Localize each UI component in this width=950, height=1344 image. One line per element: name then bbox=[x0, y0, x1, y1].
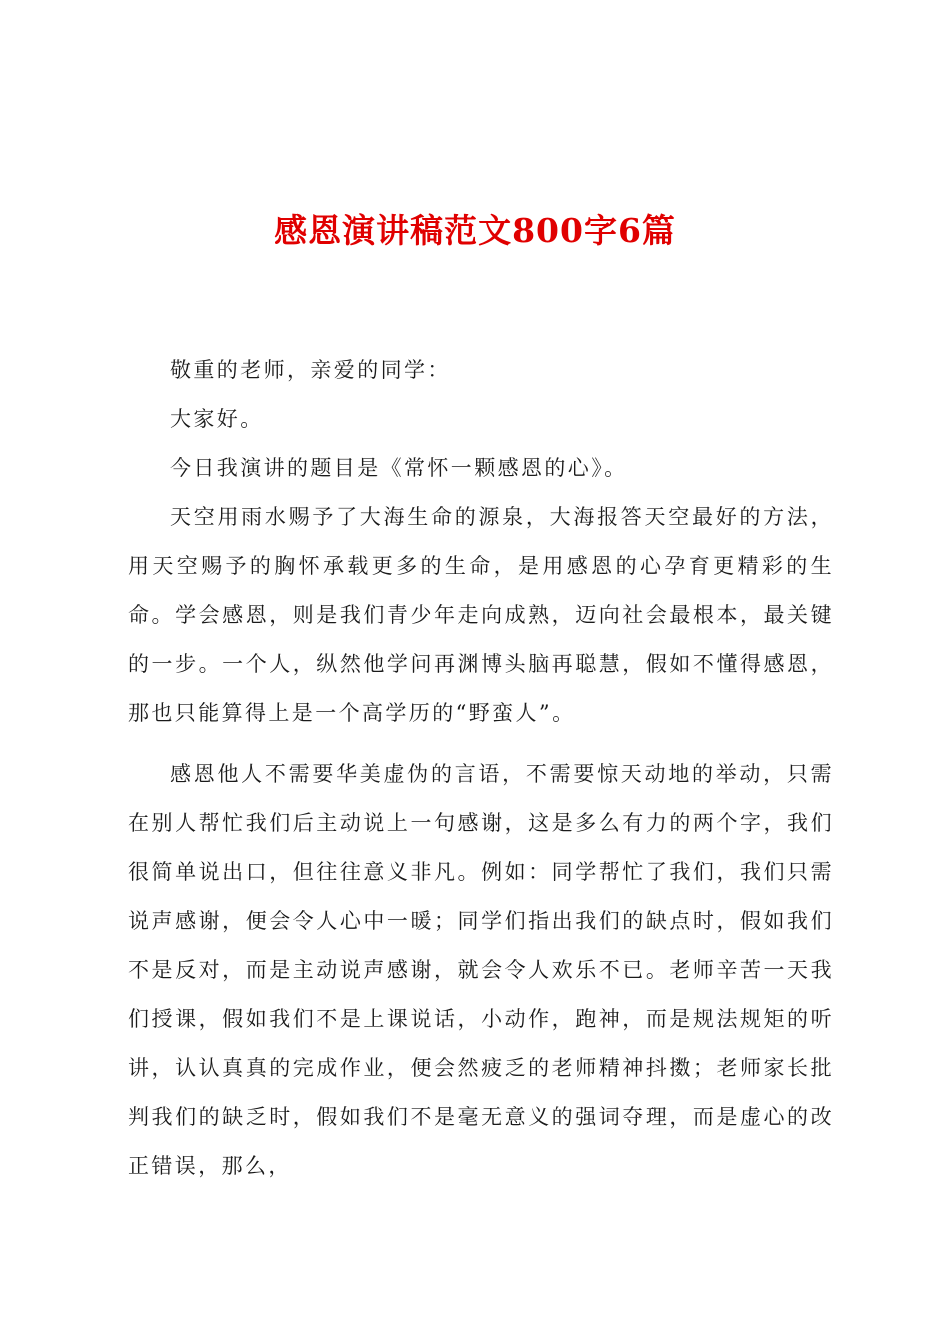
paragraph-salutation: 敬重的老师，亲爱的同学： bbox=[170, 358, 451, 382]
paragraph-topic: 今日我演讲的题目是《常怀一颗感恩的心》。 bbox=[170, 456, 628, 480]
paragraph-greeting: 大家好。 bbox=[170, 407, 264, 431]
paragraph-body-2: 感恩他人不需要华美虚伪的言语，不需要惊天动地的举动，只需在别人帮忙我们后主动说上一句感谢，这是多么有力的两个字，我们很简单说出口，但往往意义非凡。例如：同学帮忙了我们，我们只需说声感谢，便会令人心中一暖；同学们指出我们的缺点时，假如我们不是反对，而是主动说声感谢，就会令人欢乐不已。老师辛苦一天我们授课，假如我们不是上课说话，小动作，跑神，而是规法规矩的听讲，认认真真的完成作业，便会然疲乏的老师精神抖擞；老师家长批判我们的缺乏时，假如我们不是毫无意义的强词夺理，而是虚心的改正错误，那么， bbox=[128, 762, 834, 1178]
paragraph-body-1: 天空用雨水赐予了大海生命的源泉，大海报答天空最好的方法，用天空赐予的胸怀承载更多的生命，是用感恩的心孕育更精彩的生命。学会感恩，则是我们青少年走向成熟，迈向社会最根本，最关键的一步。一个人，纵然他学问再渊博头脑再聪慧，假如不懂得感恩，那也只能算得上是一个高学历的“野蛮人”。 bbox=[128, 505, 834, 725]
document-title: 感恩演讲稿范文800字6篇 bbox=[274, 211, 676, 250]
document-body bbox=[128, 346, 834, 1203]
